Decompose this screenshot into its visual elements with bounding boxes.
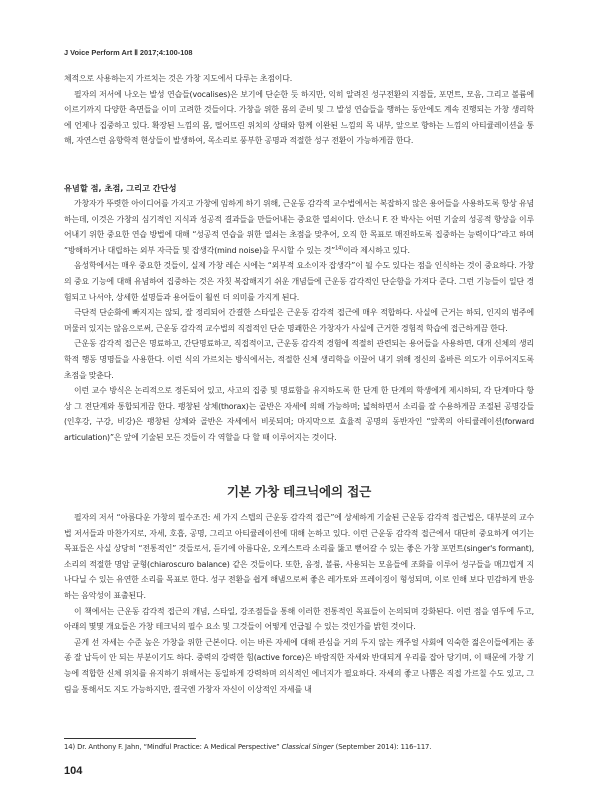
- paragraph: 음성학에서는 매우 중요한 것들이, 실제 가창 레슨 시에는 “외부적 요소이자 잡생각”이 될 수도 있다는 점을 인식하는 것이 중요하다. 가창의 중요 기능에 대해 유념하여 집중하는 것은 자칫 복잡해지기 쉬운 개념들에 근운동 감각적인 단순함을 가져다 준다. 그런 기능들이 일단 경험되고 나서야, 상세한 설명들과 용어들이 훨씬 더 의미를 가지게 된다.: [64, 261, 534, 302]
- section-heading-block: [64, 484, 534, 500]
- paragraph: 근운동 감각적 접근은 명료하고, 간단명료하고, 직접적이고, 근운동 감각적 경험에 적절히 관련되는 용어들을 사용하면, 대개 신체의 생리학적 행동 명명들을 사용한다. 이런 식의 가르치는 방식에서는, 적절한 신체 생리학을 이끌어 내기 위해 정신의 올바른 의도가 이루어지도록 초점을 맞춘다.: [64, 339, 534, 380]
- paragraph-text: 이라 제시하고 있다.: [343, 245, 410, 255]
- page-number: 104: [64, 765, 83, 777]
- paragraph: 이 책에서는 근운동 감각적 접근의 개념, 스타일, 강조점들을 통해 이러한 전통적인 목표들이 논의되며 강화된다. 이런 점을 염두에 두고, 아래의 몇몇 개요들은 가창 테크닉의 필수 요소 및 그것들이 어떻게 언급될 수 있는 것인가를 밝힌 것이다.: [64, 606, 534, 632]
- footnote: [64, 742, 534, 752]
- paragraph: 필자의 저서 “아름다운 가창의 필수조건: 세 가지 스텝의 근운동 감각적 접근”에 상세하게 기술된 근운동 감각적 접근법은, 대부분의 교수법 저서들과 마찬가지로, 자세, 호흡, 공명, 그리고 아티큘레이션에 대해 논하고 있다. 이런 근운동 감각적 접근에서 대단히 중요하게 여기는 목표들은 사실 상당히 “전통적인” 것들로서, 듣기에 아름다운, 오케스트라 소리를 뚫고 뻗어갈 수 있는 좋은 가창 포먼트(singer's formant), 소리의 적절한 명암 균형(chiaroscuro balance) 같은 것들이다. 또한, 음정, 볼륨, 사용되는 모음들에 조화를 이루어 성구들을 매끄럽게 지나다닐 수 있는 유연한 소리를 목표로 한다. 성구 전환을 쉽게 해냄으로써 좋은 레가토와 프레이징이 형성되며, 이로 인해 보다 민감하게 반응하는 음악성이 표출된다.: [64, 513, 534, 600]
- paragraph: 이런 교수 방식은 논리적으로 정돈되어 있고, 사고의 집중 및 명료함을 유지하도록 한 단계 한 단계의 학생에게 제시하되, 각 단계마다 항상 그 전단계와 통합되게끔 한다. 팽창된 상체(thorax)는 골반은 자세에 의해 가능하며; 넓혀하면서 소리를 잘 수용하게끔 조절된 공명강들(인후강, 구강, 비강)은 팽창된 상체와 골반은 자세에서 비롯되며; 마지막으로 효율적 공명의 동반자인 “앞쪽의 아티큘레이션(forward articulation)”은 앞에 기술된 모든 것들이 각 역할을 다 할 때 이루어지는 것이다.: [64, 386, 534, 442]
- footnote-details: (September 2014): 116–117.: [335, 743, 432, 751]
- paragraph-text: 가창자가 뚜렷한 아이디어를 가지고 가창에 임하게 하기 위해, 근운동 감각적 교수법에서는 복잡하지 않은 용어들을 사용하도록 항상 유념하는데, 이것은 가창의 심기적인 지식과 성공적 결과들을 만들어내는 중요한 열쇠이다. 안소니 F. 잔 박사는 어떤 기술의 성공적 향상을 이루어내기 위한 중요한 연습 방법에 대해 “성공적 연습을 위한 열쇠는 초점을 맞추어, 오직 한 목표로 매진하도록 집중하는 능력이다”라고 하며 “방해하거나 대립하는 외부 자극들 및 잡생각(mind noise)을 무시할 수 있는 것”: [64, 199, 534, 255]
- paragraph: 필자의 저서에 나오는 발성 연습들(vocalises)은 보기에 단순한 듯 하지만, 익히 알려진 성구전환의 지점들, 포먼트, 모음, 그리고 볼륨에 이르기까지 다양한 측면들을 이미 고려한 것들이다. 가창을 위한 몸의 준비 및 그 발성 연습들을 행하는 동안에도 계속 진행되는 가창 생리학에 언제나 집중하고 있다. 확장된 느낌의 몸, 떨어뜨린 위치의 상태와 함께 이완된 느낌의 목 내부, 앞으로 향하는 느낌의 아티큘레이션을 통해, 자연스런 음향학적 현상들이 발생하여, 목소리로 풍부한 공명과 적절한 성구 전환이 가능하게끔 한다.: [64, 89, 534, 146]
- running-head: J Voice Perform Art Ⅱ 2017;4:100-108: [64, 48, 193, 57]
- paragraph: [64, 196, 534, 258]
- subsection-heading: 유념할 점, 초점, 그리고 간단성: [64, 183, 177, 193]
- footnote-ref: 14): [335, 245, 343, 252]
- section-title: 기본 가창 테크닉에의 접근: [226, 484, 372, 499]
- paragraph: 체적으로 사용하는지 가르치는 것은 가창 지도에서 다루는 초점이다.: [64, 74, 293, 83]
- footnote-journal: Classical Singer: [281, 743, 334, 751]
- footnote-number: 14): [64, 743, 76, 751]
- footnote-author: Dr. Anthony F. Jahn, “Mindful Practice: A Medical Perspective”: [77, 743, 280, 751]
- body-block-1: [64, 71, 534, 149]
- paragraph: 극단적 단순화에 빠지지는 않되, 잘 정리되어 간결한 스타일은 근운동 감각적 접근에 매우 적합하다. 사실에 근거는 하되, 인지의 범주에 머물러 있지는 않음으로써, 근운동 감각적 교수법의 직접적인 단순 명쾌한은 가창자가 사실에 근거한 경험적 학습에 접근하게끔 한다.: [64, 308, 534, 333]
- paragraph: 곧게 선 자세는 수준 높은 가창을 위한 근본이다. 이는 바른 자세에 대해 관심을 거의 두지 않는 캐주얼 사회에 익숙한 젊은이들에게는 종종 잘 납득이 안 되는 부분이기도 하다. 중력의 강력한 힘(active force)은 바람직한 자세와 반대되게 우리를 잡아 당기며, 이 때문에 가창 기능에 적합한 신체 위치를 유지하기 위해서는 동일하게 강력하며 의식적인 에너지가 필요하다. 자세의 좋고 나쁨은 직접 가르칠 수도 있고, 그림을 통해서도 지도 가능하지만, 결국엔 가창자 자신이 이상적인 자세를 내: [64, 637, 534, 694]
- body-block-3: [64, 510, 534, 697]
- footnote-divider: [64, 738, 196, 739]
- body-block-2: [64, 181, 534, 446]
